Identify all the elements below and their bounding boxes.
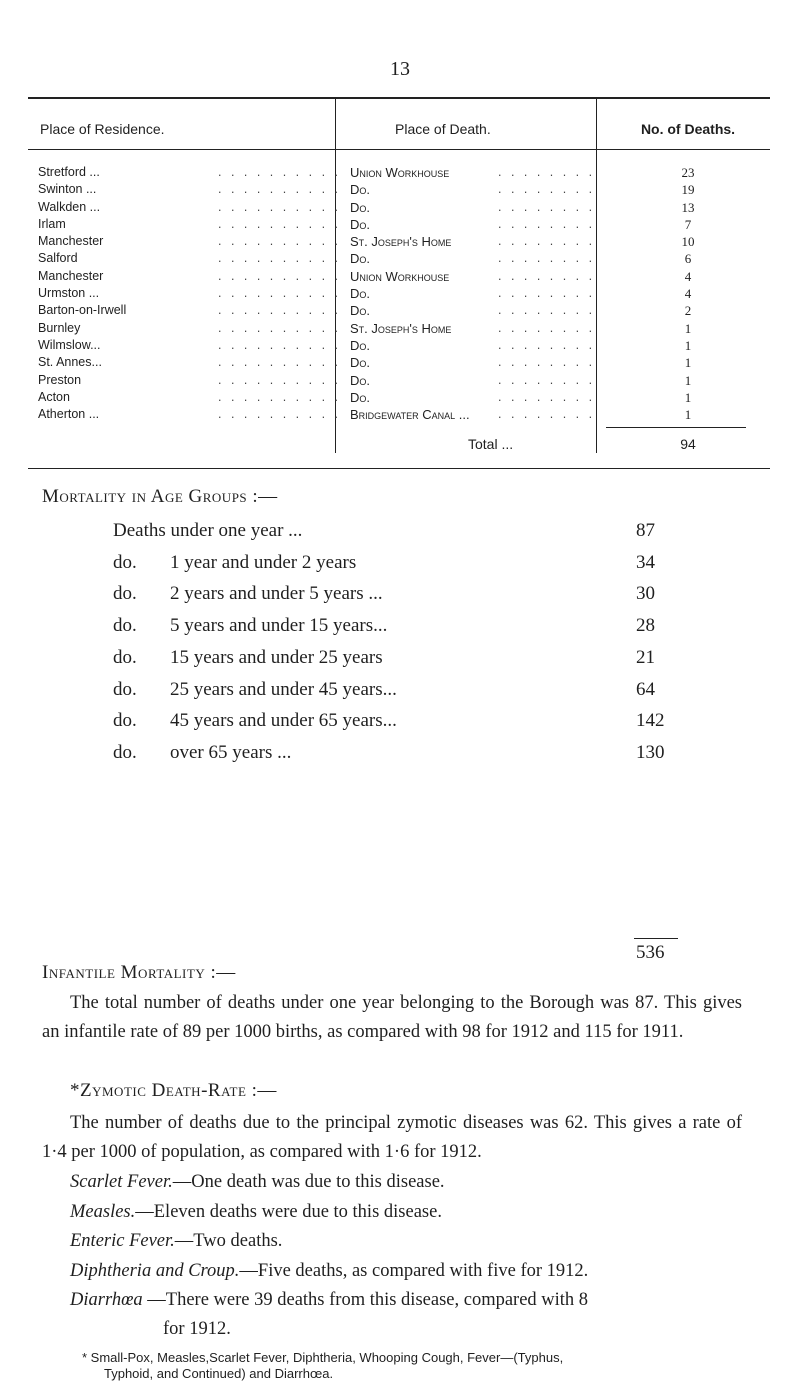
leader-dots: . . . . . . . .: [498, 216, 596, 231]
leader-dots: . . . . . . . . . .: [218, 320, 341, 335]
residence-cell: Salford: [38, 251, 78, 266]
age-group-value: 28: [636, 615, 655, 637]
leader-dots: . . . . . . . .: [498, 199, 596, 214]
deaths-table: [28, 97, 770, 469]
disease-detail: —There were 39 deaths from this disease, compared with 8: [142, 1290, 589, 1310]
age-group-label: 45 years and under 65 years...: [170, 710, 397, 732]
table-row: [28, 250, 770, 267]
leader-dots: . . . . . . . . . .: [218, 303, 341, 318]
total-label: Total ...: [468, 436, 514, 452]
leader-dots: . . . . . . . . . .: [218, 355, 341, 370]
death-count-cell: 4: [684, 268, 692, 284]
age-group-row: [0, 742, 800, 770]
disease-line: [70, 1168, 445, 1197]
age-group-row: [0, 679, 800, 707]
leader-dots: . . . . . . . .: [498, 355, 596, 370]
age-group-value: 34: [636, 551, 655, 573]
age-group-row: [0, 615, 800, 643]
table-row: [28, 302, 770, 319]
death-count-cell: 1: [684, 389, 692, 405]
residence-cell: Manchester: [38, 268, 104, 283]
age-group-ditto: do.: [113, 615, 137, 637]
leader-dots: . . . . . . . . . .: [218, 286, 341, 301]
disease-detail: —One death was due to this disease.: [172, 1172, 445, 1192]
age-group-value: 21: [636, 646, 655, 668]
residence-cell: Preston: [38, 372, 82, 387]
age-group-ditto: do.: [113, 741, 137, 763]
residence-cell: Irlam: [38, 216, 66, 231]
age-sum-value: 536: [636, 942, 665, 963]
age-group-label: 15 years and under 25 years: [170, 646, 383, 668]
table-row: [28, 216, 770, 233]
leader-dots: . . . . . . . .: [498, 407, 596, 422]
header-number-of-deaths: No. of Deaths.: [640, 121, 736, 137]
age-group-ditto: do.: [113, 583, 137, 605]
leader-dots: . . . . . . . .: [498, 389, 596, 404]
death-count-cell: 7: [684, 216, 692, 232]
death-count-cell: 6: [684, 251, 692, 267]
table-top-rule: [28, 97, 770, 99]
death-count-cell: 1: [684, 355, 692, 371]
death-count-cell: 1: [684, 337, 692, 353]
disease-name: Diarrhœa: [70, 1290, 143, 1310]
leader-dots: . . . . . . . . . .: [218, 337, 341, 352]
death-count-cell: 1: [684, 407, 692, 423]
age-group-ditto: do.: [113, 678, 137, 700]
disease-line: [70, 1286, 588, 1315]
table-bottom-rule: [28, 468, 770, 469]
table-body: [28, 164, 770, 423]
leader-dots: . . . . . . . .: [498, 286, 596, 301]
death-place-cell: Do.: [350, 199, 371, 215]
death-count-cell: 1: [684, 372, 692, 388]
residence-cell: Urmston ...: [38, 286, 100, 301]
death-place-cell: Do.: [350, 216, 371, 232]
death-place-cell: St. Joseph's Home: [350, 234, 452, 250]
infantile-heading: Infantile Mortality :—: [42, 962, 236, 983]
death-place-cell: Union Workhouse: [350, 268, 450, 284]
table-header-rule: [28, 149, 770, 150]
age-groups-heading: Mortality in Age Groups :—: [42, 486, 278, 507]
leader-dots: . . . . . . . . . .: [218, 234, 341, 249]
death-place-cell: Do.: [350, 355, 371, 371]
table-row: [28, 337, 770, 354]
age-group-ditto: do.: [113, 551, 137, 573]
disease-line: [70, 1198, 442, 1227]
death-count-cell: 13: [681, 199, 695, 215]
leader-dots: . . . . . . . . . .: [218, 407, 341, 422]
age-group-label: 1 year and under 2 years: [170, 551, 357, 573]
table-row: [28, 164, 770, 181]
table-row: [28, 199, 770, 216]
footnote: [82, 1350, 762, 1382]
zymotic-heading: *Zymotic Death-Rate :—: [70, 1080, 277, 1101]
residence-cell: Burnley: [38, 320, 81, 335]
residence-cell: Barton-on-Irwell: [38, 303, 127, 318]
death-place-cell: Do.: [350, 337, 371, 353]
disease-name: Diphtheria and Croup.: [70, 1260, 240, 1281]
disease-detail: —Five deaths, as compared with five for 1912.: [239, 1260, 589, 1281]
table-row: [28, 389, 770, 406]
leader-dots: . . . . . . . .: [498, 165, 596, 179]
footnote-line-1: * Small-Pox, Measles,Scarlet Fever, Diphtheria, Whooping Cough, Fever—(Typhus,: [82, 1349, 564, 1365]
age-group-label: over 65 years ...: [170, 741, 292, 763]
age-group-label: Deaths under one year ...: [113, 520, 303, 541]
leader-dots: . . . . . . . . . .: [218, 251, 341, 266]
death-place-cell: Do.: [350, 303, 371, 319]
death-count-cell: 10: [681, 234, 695, 250]
age-group-ditto: do.: [113, 646, 137, 668]
infantile-paragraph: The total number of deaths under one year belonging to the Borough was 87. This gives an infantile rate of 89 per 1000 births, as compared with 98 for 1912 and 115 for 1911.: [42, 993, 742, 1042]
age-group-row: [0, 710, 800, 738]
disease-line: [70, 1227, 282, 1256]
death-place-cell: St. Joseph's Home: [350, 320, 452, 336]
death-place-cell: Union Workhouse: [350, 165, 450, 180]
table-row: [28, 268, 770, 285]
age-group-label: 25 years and under 45 years...: [170, 678, 397, 700]
leader-dots: . . . . . . . .: [498, 303, 596, 318]
table-row: [28, 354, 770, 371]
leader-dots: . . . . . . . .: [498, 182, 596, 197]
age-group-value: 30: [636, 583, 655, 605]
death-place-cell: Do.: [350, 286, 371, 302]
death-place-cell: Do.: [350, 389, 371, 405]
disease-name: Measles.: [70, 1201, 136, 1222]
leader-dots: . . . . . . . . . .: [218, 372, 341, 387]
leader-dots: . . . . . . . . . .: [218, 216, 341, 231]
leader-dots: . . . . . . . .: [498, 234, 596, 249]
diarrhoea-continuation: for 1912.: [163, 1318, 231, 1339]
death-count-cell: 19: [681, 182, 695, 198]
disease-name: Enteric Fever.: [70, 1231, 175, 1251]
age-group-row: [0, 647, 800, 675]
leader-dots: . . . . . . . .: [498, 268, 596, 283]
leader-dots: . . . . . . . . . .: [218, 268, 341, 283]
age-group-row: [0, 520, 800, 548]
residence-cell: Walkden ...: [38, 199, 101, 214]
age-group-row: [0, 583, 800, 611]
table-row: [28, 320, 770, 337]
residence-cell: Stretford ...: [38, 165, 100, 179]
residence-cell: St. Annes...: [38, 355, 102, 370]
page-number: 13: [390, 58, 410, 80]
table-row: [28, 406, 770, 423]
leader-dots: . . . . . . . .: [498, 320, 596, 335]
leader-dots: . . . . . . . .: [498, 372, 596, 387]
leader-dots: . . . . . . . . . .: [218, 389, 341, 404]
age-group-value: 87: [636, 520, 655, 541]
disease-detail: —Eleven deaths were due to this disease.: [135, 1201, 442, 1222]
leader-dots: . . . . . . . .: [498, 251, 596, 266]
age-group-value: 142: [636, 710, 665, 732]
residence-cell: Swinton ...: [38, 182, 97, 197]
age-group-value: 130: [636, 741, 665, 763]
age-group-label: 5 years and under 15 years...: [170, 615, 388, 637]
table-row: [28, 372, 770, 389]
table-row: [28, 285, 770, 302]
table-row: [28, 233, 770, 250]
leader-dots: . . . . . . . . . .: [218, 165, 341, 179]
death-place-cell: Bridgewater Canal ...: [350, 407, 470, 423]
death-place-cell: Do.: [350, 251, 371, 267]
leader-dots: . . . . . . . .: [498, 337, 596, 352]
footnote-line-2: Typhoid, and Continued) and Diarrhœa.: [104, 1365, 334, 1381]
total-rule: [606, 427, 746, 428]
residence-cell: Acton: [38, 389, 70, 404]
death-count-cell: 1: [684, 320, 692, 336]
header-place-of-residence: Place of Residence.: [40, 121, 165, 137]
age-group-row: [0, 552, 800, 580]
age-sum-rule: [634, 938, 678, 939]
table-row: [28, 181, 770, 198]
age-group-label: 2 years and under 5 years ...: [170, 583, 383, 605]
zymotic-paragraph: The number of deaths due to the principal zymotic diseases was 62. This gives a rate of 1·4 per 1000 of population, as compared with 1·6 for 1912.: [42, 1113, 742, 1162]
leader-dots: . . . . . . . . . .: [218, 199, 341, 214]
death-place-cell: Do.: [350, 182, 371, 198]
disease-detail: —Two deaths.: [174, 1231, 283, 1251]
disease-name: Scarlet Fever.: [70, 1172, 173, 1192]
residence-cell: Atherton ...: [38, 407, 100, 422]
death-count-cell: 23: [681, 165, 695, 180]
death-count-cell: 4: [684, 286, 692, 302]
disease-line: [70, 1257, 588, 1286]
death-place-cell: Do.: [350, 372, 371, 388]
residence-cell: Manchester: [38, 234, 104, 249]
leader-dots: . . . . . . . . . .: [218, 182, 341, 197]
death-count-cell: 2: [684, 303, 692, 319]
total-value: 94: [680, 436, 696, 452]
age-group-value: 64: [636, 678, 655, 700]
age-group-ditto: do.: [113, 710, 137, 732]
residence-cell: Wilmslow...: [38, 337, 101, 352]
header-place-of-death: Place of Death.: [395, 121, 491, 137]
